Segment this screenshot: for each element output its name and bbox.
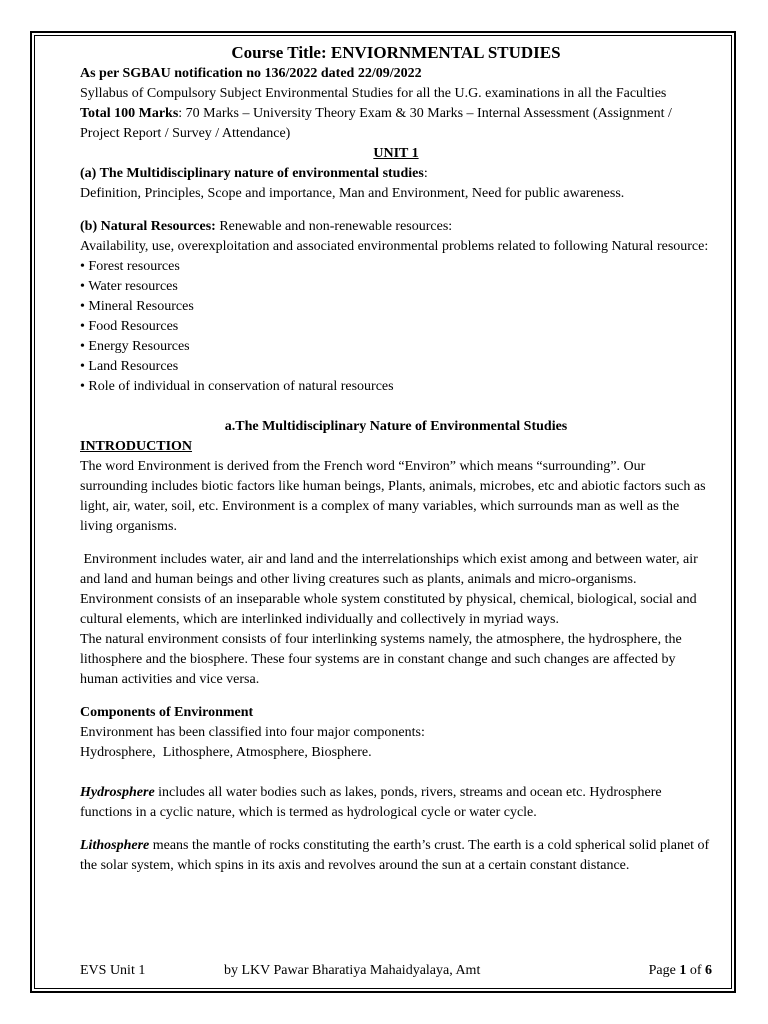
page-total: 6	[705, 963, 712, 978]
section-a-heading: (a) The Multidisciplinary nature of environmental studies	[80, 166, 424, 181]
list-item: • Energy Resources	[80, 337, 712, 357]
section-b-body: Availability, use, overexploitation and associated environmental problems related to following Natural resource:	[80, 239, 709, 254]
document-body	[80, 42, 712, 876]
paragraph-3: The natural environment consists of four interlinking systems namely, the atmosphere, the hydrosphere, the lithosphere and the biosphere. These four systems are in constant change and such changes are affected by human activities and vice versa.	[80, 632, 682, 687]
page-label: Page	[648, 963, 680, 978]
section-b-heading-line	[80, 217, 712, 237]
marks-text: : 70 Marks – University Theory Exam & 30 Marks – Internal Assessment (Assignment / Project Report / Survey / Attendance)	[80, 106, 672, 141]
lithosphere-paragraph	[80, 836, 712, 876]
unit-heading: UNIT 1	[373, 146, 419, 161]
hydrosphere-term: Hydrosphere	[80, 785, 155, 800]
lithosphere-term: Lithosphere	[80, 838, 150, 853]
components-heading: Components of Environment	[80, 705, 254, 720]
syllabus-line: Syllabus of Compulsory Subject Environmental Studies for all the U.G. examinations in all the Faculties	[80, 86, 667, 101]
hydrosphere-text: includes all water bodies such as lakes, ponds, rivers, streams and ocean etc. Hydrosphere functions in a cyclic nature, which is termed as hydrological cycle or water cycle.	[80, 785, 662, 820]
section-a-heading-line	[80, 164, 712, 184]
section-a-colon: :	[423, 166, 428, 181]
course-title: Course Title: ENVIORNMENTAL STUDIES	[231, 43, 561, 62]
section-a-body: Definition, Principles, Scope and importance, Man and Environment, Need for public awareness.	[80, 186, 625, 201]
footer-institution: by LKV Pawar Bharatiya Mahaidyalaya, Amt	[224, 963, 481, 978]
section-b-heading-rest: Renewable and non-renewable resources:	[215, 219, 453, 234]
list-item: • Forest resources	[80, 257, 712, 277]
marks-line	[80, 104, 712, 144]
list-item: • Role of individual in conservation of natural resources	[80, 377, 712, 397]
components-line-1: Environment has been classified into four major components:	[80, 725, 425, 740]
notification-line: As per SGBAU notification no 136/2022 dated 22/09/2022	[80, 66, 422, 81]
list-item: • Water resources	[80, 277, 712, 297]
footer-left: EVS Unit 1	[80, 963, 146, 978]
paragraph-2: Environment includes water, air and land and the interrelationships which exist among and between water, air and land and human beings and other living creatures such as plants, animals and micro-organisms. Environment consists of an inseparable whole system constituted by physical, chemical, biological, social and cultural elements, which are interlinked individually and collectively in myriad ways.	[80, 552, 702, 627]
page-of: of	[686, 963, 705, 978]
page-number	[649, 962, 712, 980]
lithosphere-text: means the mantle of rocks constituting the earth’s crust. The earth is a cold spherical solid planet of the solar system, which spins in its axis and revolves around the sun at a certain constant distance.	[80, 838, 710, 873]
paragraph-1: The word Environment is derived from the French word “Environ” which means “surrounding”. Our surrounding includes biotic factors like human beings, Plants, animals, microbes, etc and abiotic factors such as light, air, water, soil, etc. Environment is a complex of many variables, which surrounds man as well as the living organisms.	[80, 459, 706, 534]
marks-label: Total 100 Marks	[80, 106, 179, 121]
section-b-heading: (b) Natural Resources:	[80, 219, 216, 234]
list-item: • Mineral Resources	[80, 297, 712, 317]
list-item: • Land Resources	[80, 357, 712, 377]
list-item: • Food Resources	[80, 317, 712, 337]
introduction-heading: INTRODUCTION	[80, 439, 193, 454]
page-current: 1	[679, 963, 687, 978]
resource-list	[80, 257, 712, 397]
hydrosphere-paragraph	[80, 783, 712, 823]
chapter-heading: a.The Multidisciplinary Nature of Environmental Studies	[224, 419, 568, 434]
components-line-2: Hydrosphere, Lithosphere, Atmosphere, Biosphere.	[80, 745, 372, 760]
